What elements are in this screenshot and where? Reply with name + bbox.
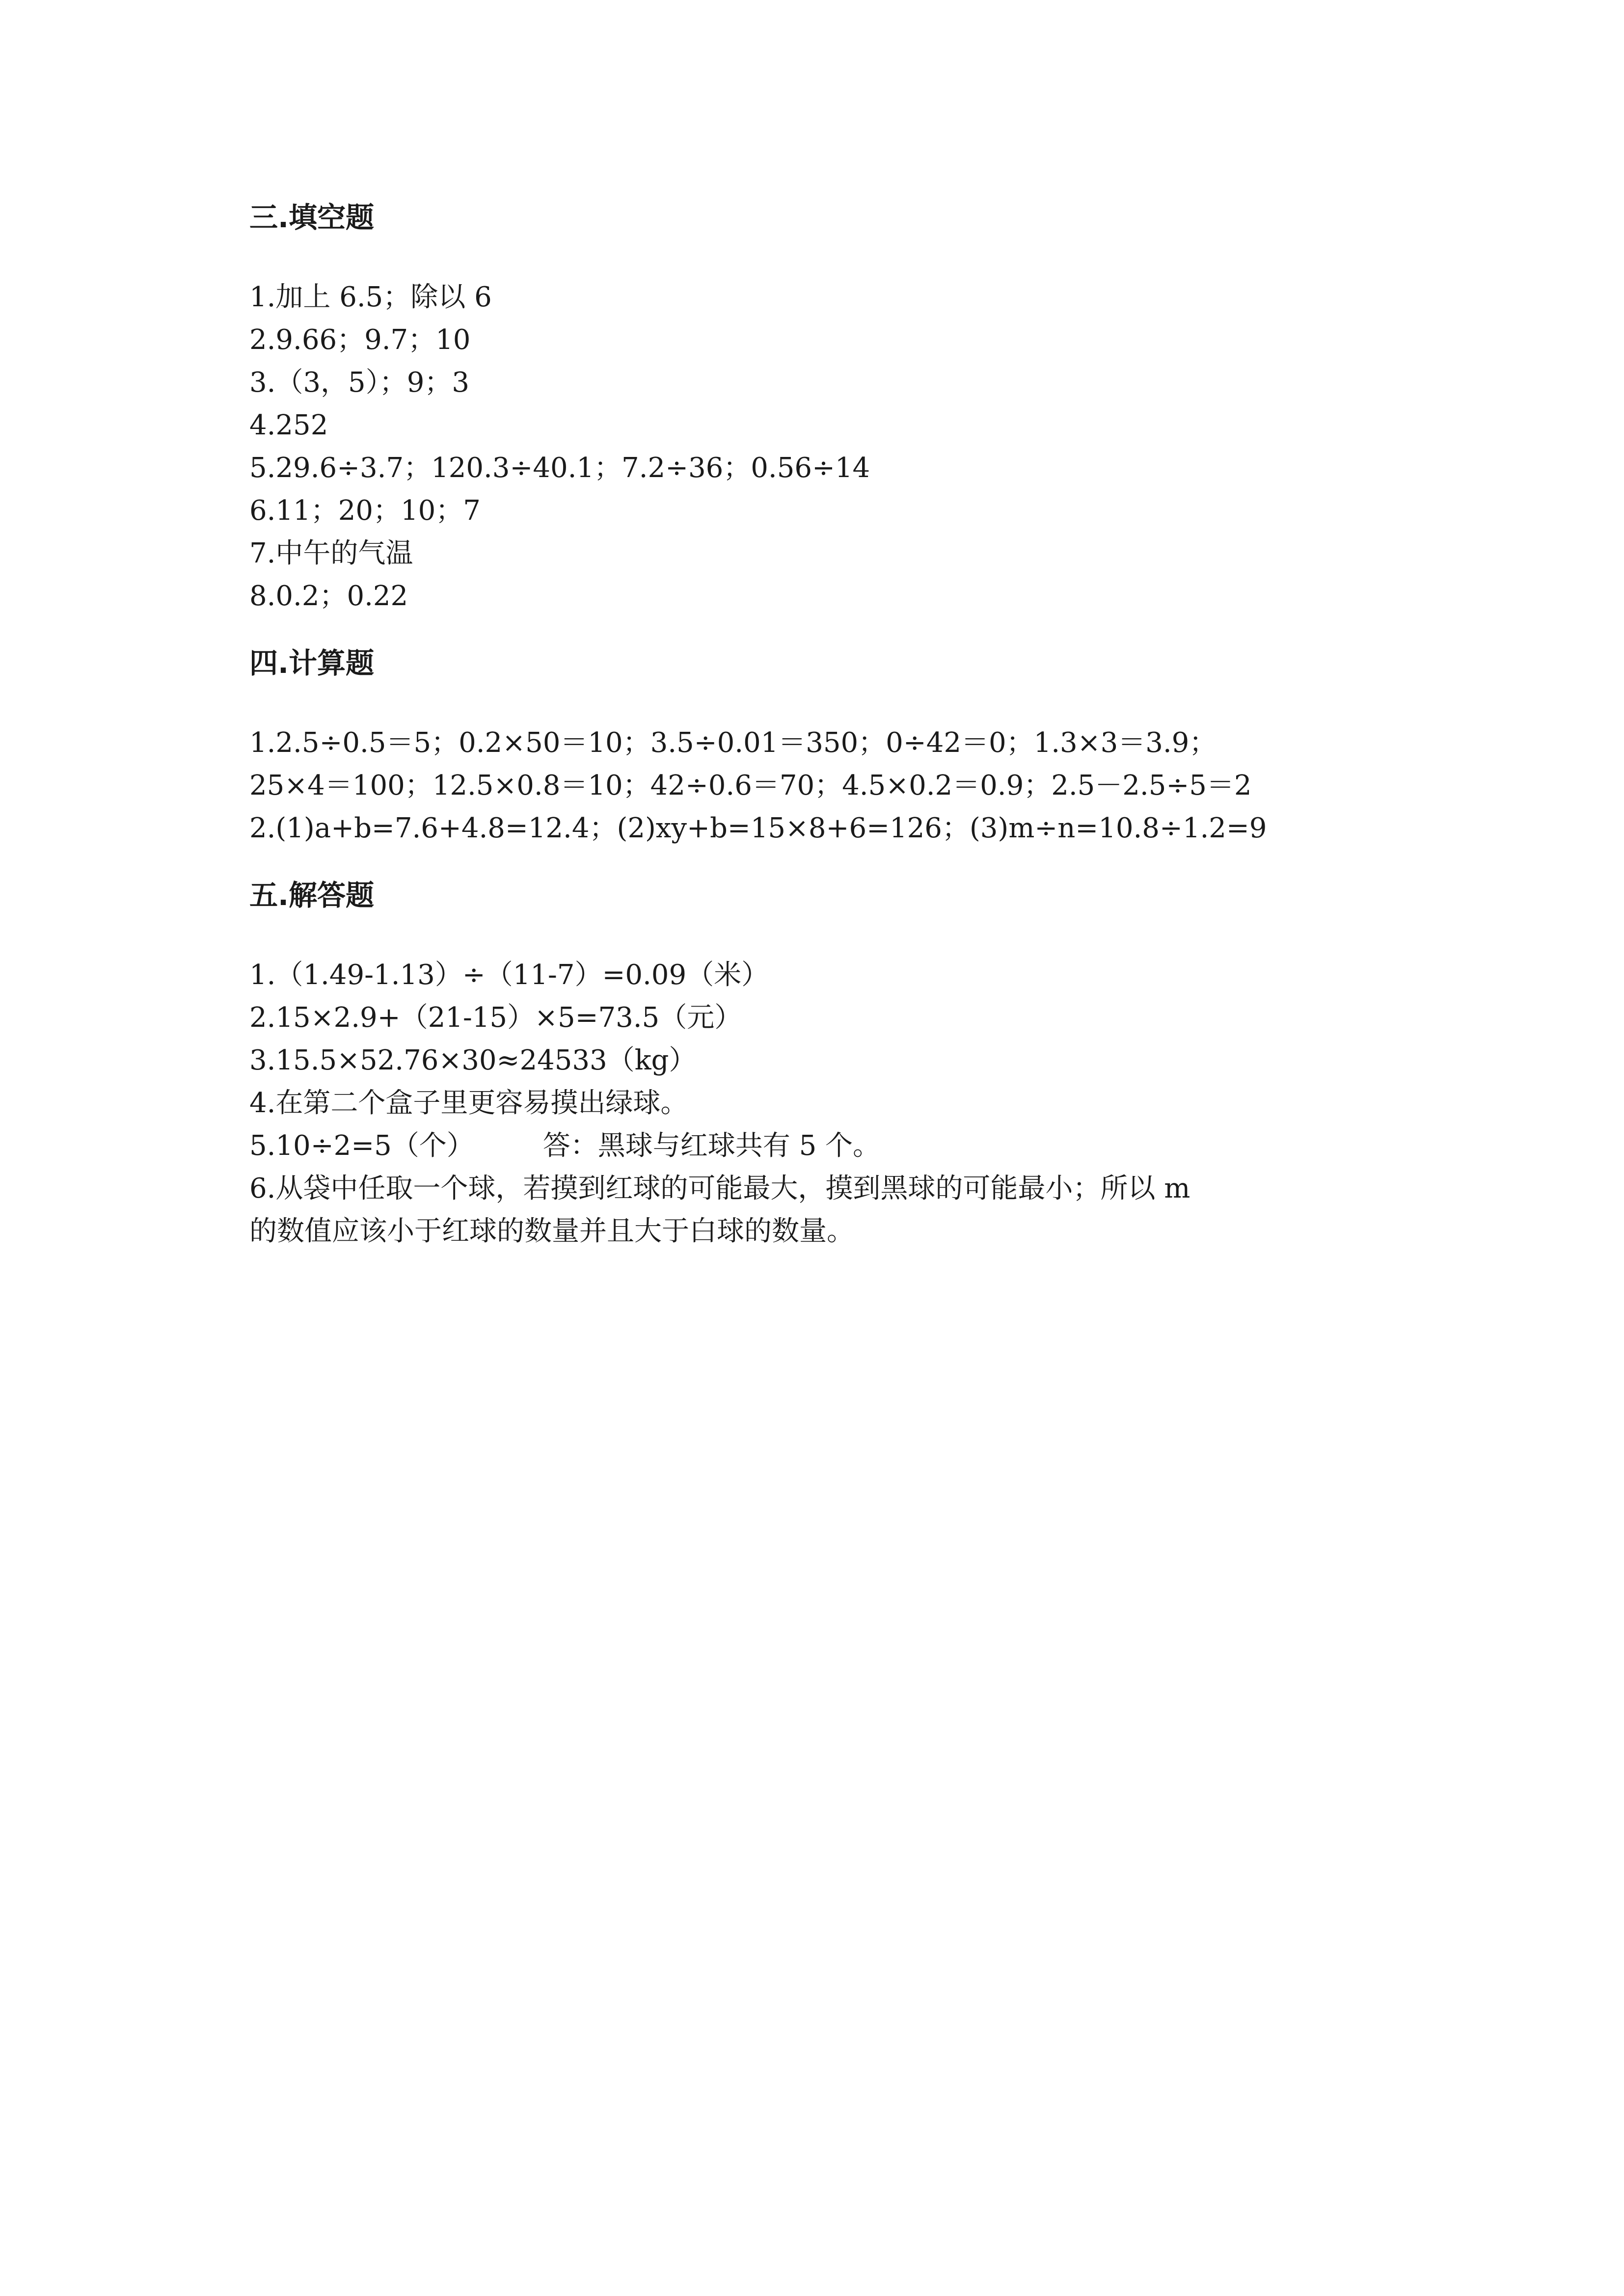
answer-list xyxy=(249,954,1379,1253)
section-fill-in-blank xyxy=(249,195,1379,617)
answer-content xyxy=(249,195,1379,1253)
answer-line: 3.（3，5）；9；3 xyxy=(249,367,469,399)
answer-list xyxy=(249,721,1379,850)
answer-line: 6.11；20；10；7 xyxy=(249,495,481,527)
answer-line: 7.中午的气温 xyxy=(249,537,413,569)
answer-line: 的数值应该小于红球的数量并且大于白球的数量。 xyxy=(249,1215,854,1247)
answer-statement: 答：黑球与红球共有 5 个。 xyxy=(542,1130,881,1162)
answer-line: 1.2.5÷0.5＝5；0.2×50＝10；3.5÷0.01＝350；0÷42＝0；1.3×3＝3.9； xyxy=(249,727,1217,759)
section-heading: 五.解答题 xyxy=(249,879,375,912)
answer-line: 8.0.2；0.22 xyxy=(249,580,408,612)
answer-line: 1.加上 6.5；除以 6 xyxy=(249,281,492,313)
answer-line: 6.从袋中任取一个球，若摸到红球的可能最大，摸到黑球的可能最小；所以 m xyxy=(249,1173,1191,1204)
answer-line: 2.(1)a+b=7.6+4.8=12.4；(2)xy+b=15×8+6=126；(3)m÷n=10.8÷1.2=9 xyxy=(249,812,1267,844)
answer-line: 25×4＝100；12.5×0.8＝10；42÷0.6＝70；4.5×0.2＝0.9；2.5－2.5÷5＝2 xyxy=(249,770,1252,801)
answer-line: 3.15.5×52.76×30≈24533（kg） xyxy=(249,1044,697,1076)
answer-line xyxy=(249,1124,1379,1167)
section-word-problems xyxy=(249,873,1379,1253)
answer-calc: 5.10÷2=5（个） xyxy=(249,1130,474,1162)
answer-line: 1.（1.49-1.13）÷（11-7）=0.09（米） xyxy=(249,959,769,991)
answer-line: 2.15×2.9+（21-15）×5=73.5（元） xyxy=(249,1002,742,1034)
section-heading: 四.计算题 xyxy=(249,646,375,680)
answer-line: 4.252 xyxy=(249,409,328,441)
answer-list xyxy=(249,276,1379,617)
section-heading: 三.填空题 xyxy=(249,201,375,234)
answer-line: 4.在第二个盒子里更容易摸出绿球。 xyxy=(249,1087,688,1119)
section-calculation xyxy=(249,641,1379,850)
answer-line: 5.29.6÷3.7；120.3÷40.1；7.2÷36；0.56÷14 xyxy=(249,452,870,484)
answer-line: 2.9.66；9.7；10 xyxy=(249,324,471,356)
